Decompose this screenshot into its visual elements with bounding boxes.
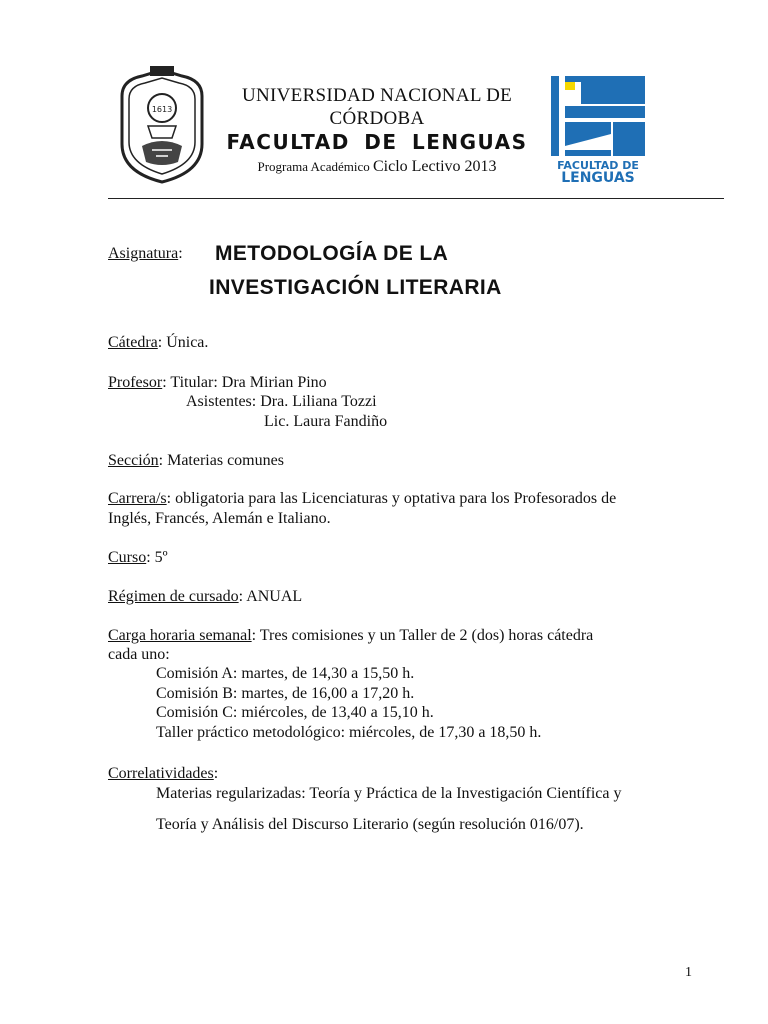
correl-label: Correlatividades — [108, 765, 214, 782]
logo-line1: FACULTAD DE — [557, 159, 639, 172]
asistentes-line-2: Lic. Laura Fandiño — [264, 413, 388, 430]
carga-line-1 — [108, 626, 593, 646]
profesor-line — [108, 373, 327, 393]
profesor-label: Profesor — [108, 374, 163, 391]
curso-line — [108, 548, 168, 568]
faculty-name: FACULTAD DE LENGUAS — [226, 130, 528, 154]
seccion-value: : Materias comunes — [158, 452, 284, 469]
correl-line-2: Teoría y Análisis del Discurso Literario (según resolución 016/07). — [156, 816, 584, 833]
correl-colon: : — [213, 765, 219, 782]
carrera-line-1 — [108, 489, 616, 509]
schedule-item: Taller práctico metodológico: miércoles, de 17,30 a 18,50 h. — [156, 724, 542, 741]
subject-label: Asignatura: — [108, 245, 183, 262]
catedra-label: Cátedra — [108, 334, 158, 351]
university-name: UNIVERSIDAD NACIONAL DE CÓRDOBA — [241, 85, 513, 129]
header-divider — [108, 198, 724, 199]
program-line — [218, 158, 536, 176]
university-seal-icon — [112, 66, 212, 186]
schedule-item: Comisión A: martes, de 14,30 a 15,50 h. — [156, 665, 415, 682]
curso-label: Curso — [108, 549, 147, 566]
schedule-item: Comisión C: miércoles, de 13,40 a 15,10 h. — [156, 704, 434, 721]
subject-title-line1: METODOLOGÍA DE LA — [215, 242, 449, 265]
logo-line2: LENGUAS — [561, 170, 635, 184]
subject-title-line2: INVESTIGACIÓN LITERARIA — [209, 276, 502, 299]
faculty-logo-icon — [551, 76, 645, 184]
curso-value: : 5º — [146, 549, 168, 566]
seccion-line — [108, 451, 284, 471]
regimen-value: : ANUAL — [238, 588, 303, 605]
page-number: 1 — [685, 965, 692, 980]
catedra-value: : Única. — [157, 334, 209, 351]
carrera-line-2: Inglés, Francés, Alemán e Italiano. — [108, 510, 331, 527]
asistentes-line-1: Asistentes: Dra. Liliana Tozzi — [186, 393, 377, 410]
catedra-line — [108, 333, 208, 353]
carga-label: Carga horaria semanal — [108, 627, 252, 644]
program-cycle: Ciclo Lectivo 2013 — [372, 158, 497, 175]
regimen-label: Régimen de cursado — [108, 588, 239, 605]
carga-line-2: cada uno: — [108, 646, 170, 663]
carrera-value-1: : obligatoria para las Licenciaturas y optativa para los Profesorados de — [166, 490, 617, 507]
correl-line-1: Materias regularizadas: Teoría y Práctica de la Investigación Científica y — [156, 785, 622, 802]
seccion-label: Sección — [108, 452, 159, 469]
correl-line — [108, 764, 218, 784]
carrera-label: Carrera/s — [108, 490, 167, 507]
seal-year: 1613 — [151, 105, 173, 114]
regimen-line — [108, 587, 302, 607]
schedule-item: Comisión B: martes, de 16,00 a 17,20 h. — [156, 685, 415, 702]
profesor-titular: : Titular: Dra Mirian Pino — [162, 374, 327, 391]
program-prefix: Programa Académico — [257, 159, 370, 174]
carga-value-1: : Tres comisiones y un Taller de 2 (dos) horas cátedra — [251, 627, 594, 644]
